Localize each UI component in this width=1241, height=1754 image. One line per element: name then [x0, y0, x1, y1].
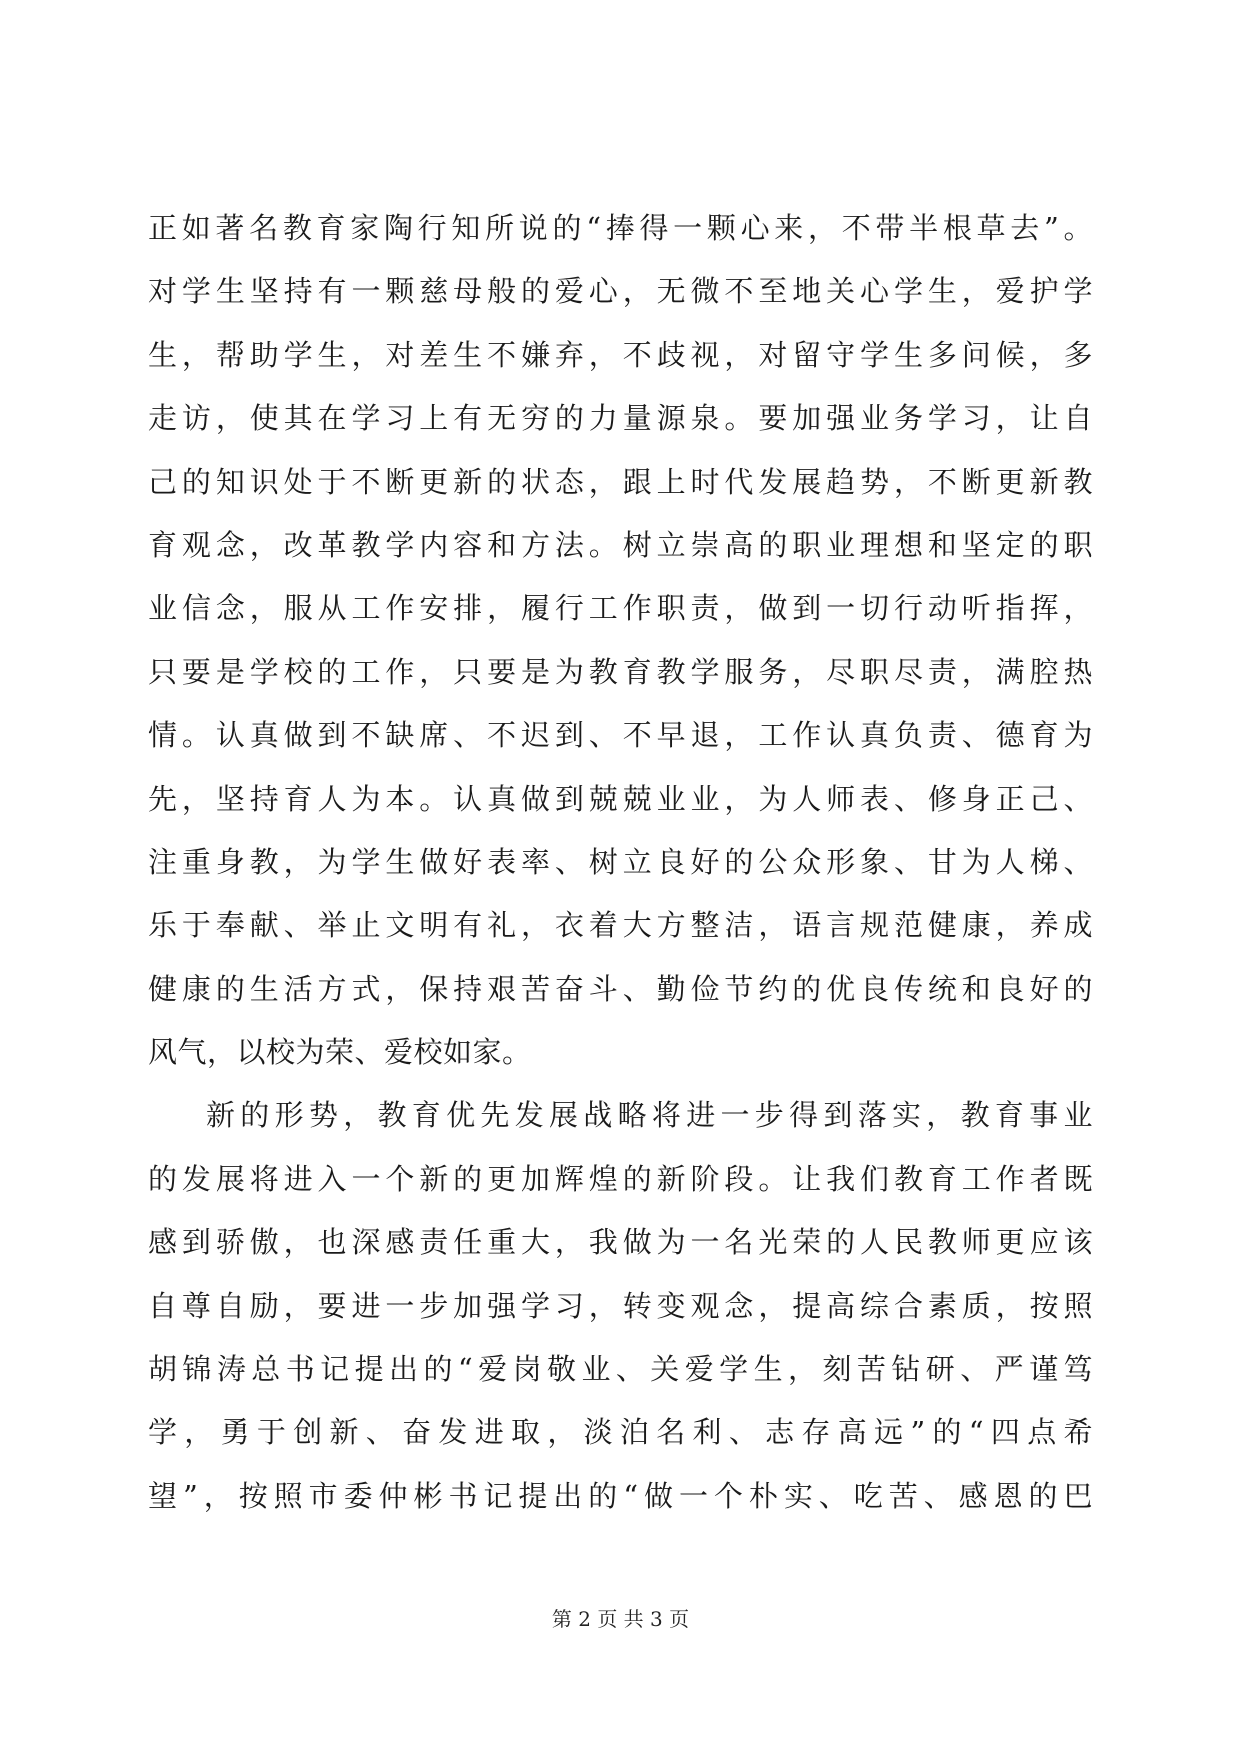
document-body — [148, 197, 1093, 1528]
text-line: 风气，以校为荣、爱校如家。 — [148, 1035, 532, 1070]
text-line: 业信念，服从工作安排，履行工作职责，做到一切行动听指挥， — [148, 591, 1093, 626]
text-line: 乐于奉献、举止文明有礼，衣着大方整洁，语言规范健康，养成 — [148, 908, 1093, 943]
text-line: 育观念，改革教学内容和方法。树立崇高的职业理想和坚定的职 — [148, 527, 1093, 562]
paragraph-1 — [148, 197, 1093, 1084]
text-line: 只要是学校的工作，只要是为教育教学服务，尽职尽责，满腔热 — [148, 654, 1093, 689]
text-line: 新的形势，教育优先发展战略将进一步得到落实，教育事业 — [206, 1098, 1093, 1133]
text-line: 生，帮助学生，对差生不嫌弃，不歧视，对留守学生多问候，多 — [148, 337, 1093, 372]
text-line: 健康的生活方式，保持艰苦奋斗、勤俭节约的优良传统和良好的 — [148, 971, 1093, 1006]
text-line: 正如著名教育家陶行知所说的“捧得一颗心来，不带半根草去”。 — [148, 211, 1093, 245]
text-line: 自尊自励，要进一步加强学习，转变观念，提高综合素质，按照 — [148, 1288, 1093, 1323]
text-line: 走访，使其在学习上有无穷的力量源泉。要加强业务学习，让自 — [148, 401, 1093, 436]
paragraph-2 — [148, 1084, 1093, 1528]
text-line: 对学生坚持有一颗慈母般的爱心，无微不至地关心学生，爱护学 — [148, 274, 1093, 309]
text-line: 先，坚持育人为本。认真做到兢兢业业，为人师表、修身正己、 — [148, 781, 1093, 816]
text-line: 望”，按照市委仲彬书记提出的“做一个朴实、吃苦、感恩的巴 — [148, 1478, 1093, 1513]
text-line: 己的知识处于不断更新的状态，跟上时代发展趋势，不断更新教 — [148, 464, 1093, 499]
text-line: 胡锦涛总书记提出的“爱岗敬业、关爱学生，刻苦钻研、严谨笃 — [148, 1352, 1093, 1387]
text-line: 情。认真做到不缺席、不迟到、不早退，工作认真负责、德育为 — [148, 718, 1093, 753]
page-number-footer: 第 2 页 共 3 页 — [551, 1607, 690, 1631]
text-line: 感到骄傲，也深感责任重大，我做为一名光荣的人民教师更应该 — [148, 1225, 1093, 1260]
text-line: 注重身教，为学生做好表率、树立良好的公众形象、甘为人梯、 — [148, 844, 1093, 879]
text-line: 的发展将进入一个新的更加辉煌的新阶段。让我们教育工作者既 — [148, 1161, 1093, 1196]
text-line: 学，勇于创新、奋发进取，淡泊名利、志存高远”的“四点希 — [148, 1415, 1093, 1450]
